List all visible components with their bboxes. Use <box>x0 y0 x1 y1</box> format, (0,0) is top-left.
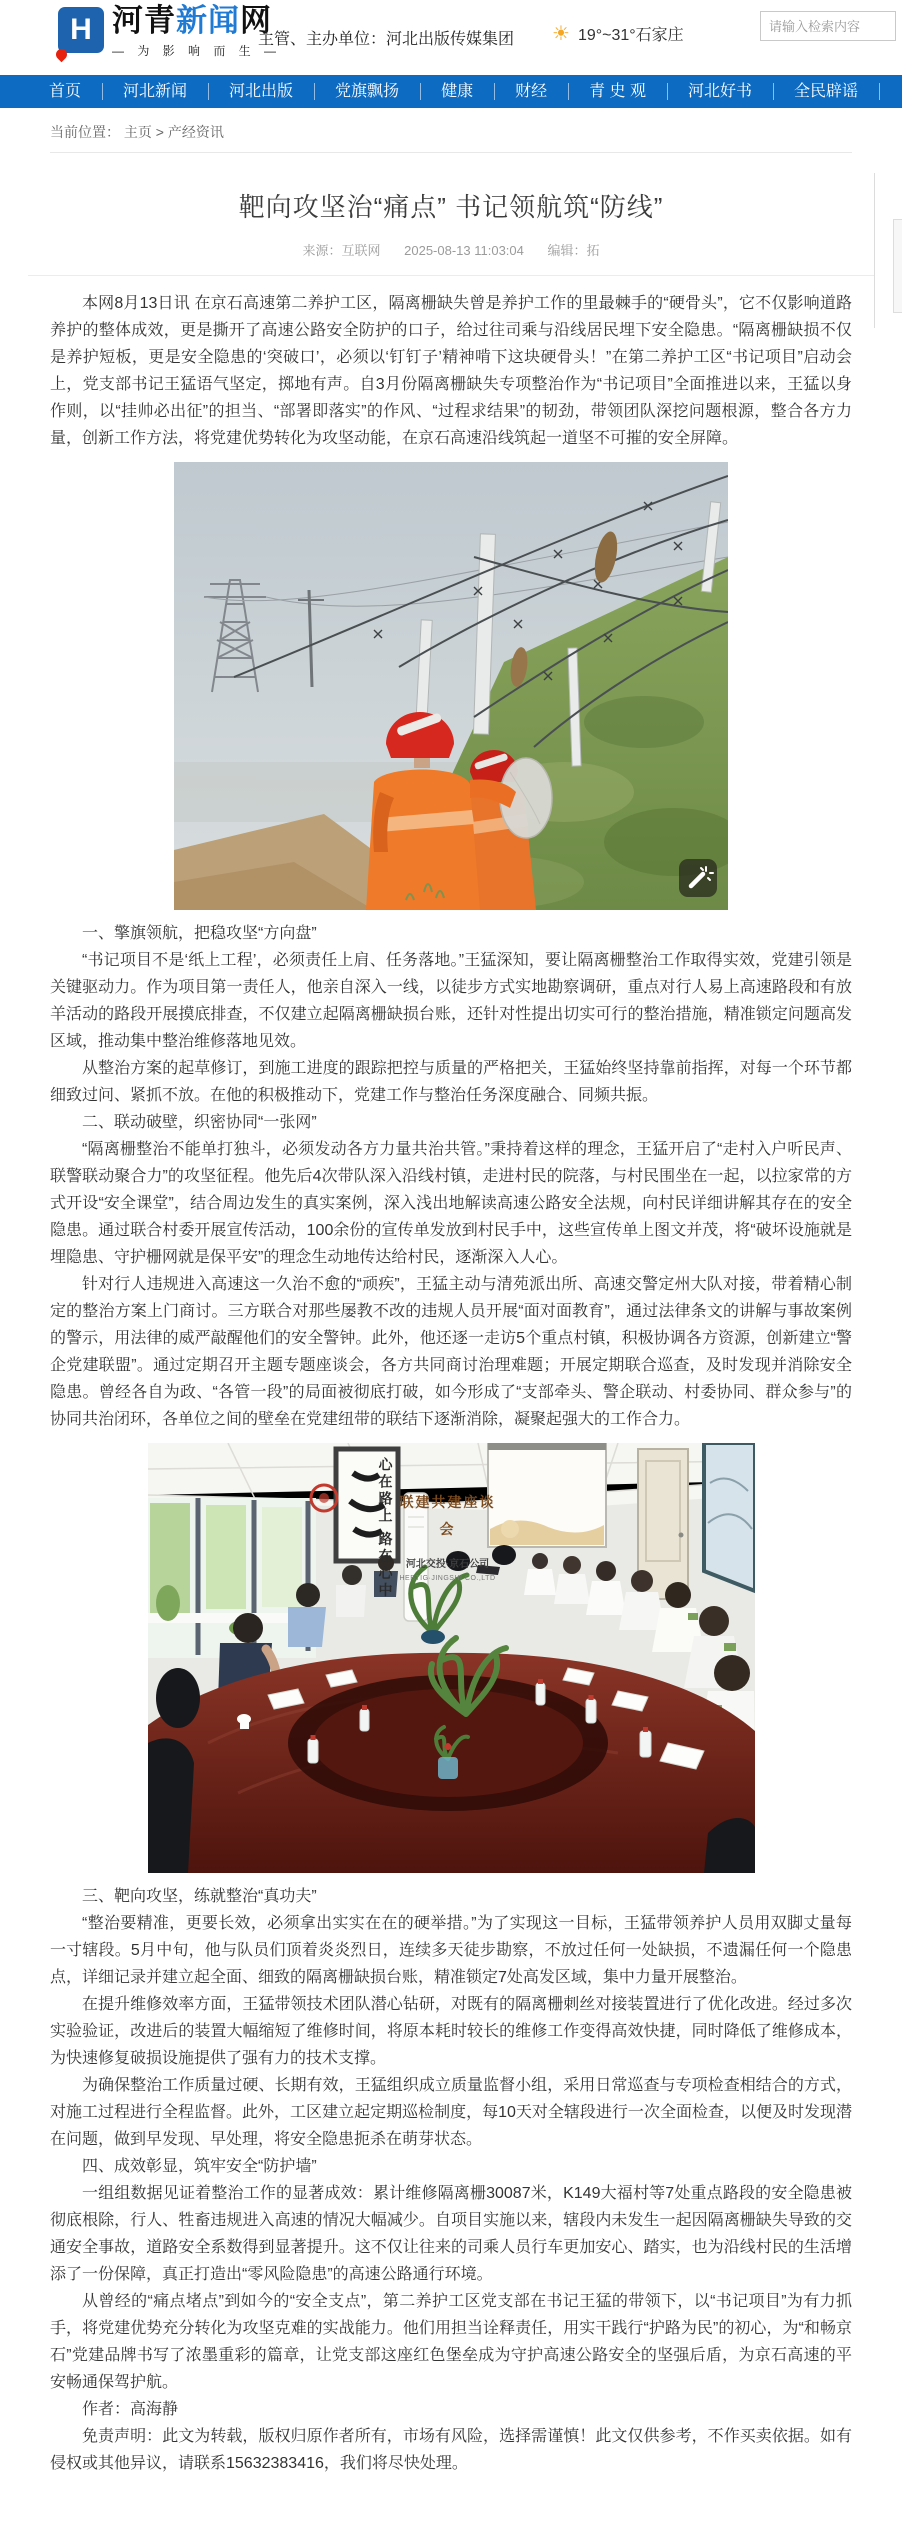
article-meta <box>50 240 852 259</box>
nav-item-party-flag[interactable]: 党旗飘扬 <box>314 75 420 108</box>
nav-item-good-books[interactable]: 河北好书 <box>667 75 773 108</box>
paragraph: “隔离栅整治不能单打独斗，必须发动各方力量共治共管。”秉持着这样的理念，王猛开启了“走村入户听民声、联警联动聚合力”的攻坚征程。他先后4次带队深入沿线村镇，走进村民的院落，与村民围坐在一起，以拉家常的方式开设“安全课堂”，结合周边发生的真实案例，深入浅出地解读高速公路安全法规，向村民详细讲解其存在的安全隐患。通过联合村委开展宣传活动，100余份的宣传单发放到村民手中，这些宣传单上图文并茂，将“破坏设施就是埋隐患、守护栅网就是保平安”的理念生动地传达给村民，逐渐深入人心。 <box>50 1141 852 1266</box>
breadcrumb-category-link[interactable]: 产经资讯 <box>167 124 224 140</box>
fence-repair-illustration <box>174 462 728 910</box>
section-heading-4: 四、成效彰显，筑牢安全“防护墙” <box>82 2158 317 2175</box>
nav-item-health[interactable]: 健康 <box>420 75 494 108</box>
article-body <box>50 290 852 2477</box>
site-name <box>112 4 281 38</box>
wall-company-name-en: HEBTIG·JINGSHI CO.,LTD <box>399 1575 496 1582</box>
article-source: 来源：互联网 <box>302 243 381 258</box>
paragraph: 在提升维修效率方面，王猛带领技术团队潜心钻研，对既有的隔离栅刺丝对接装置进行了优化改进。经过多次实验验证，改进后的装置大幅缩短了维修时间，将原本耗时较长的维修工作变得高效快捷，同时降低了维修成本，为快速修复破损设施提供了强有力的技术支撑。 <box>50 1996 852 2067</box>
wall-company-name: 河北交投·京石公司 <box>405 1559 490 1570</box>
main-nav <box>0 75 902 108</box>
paragraph: 从曾经的“痛点堵点”到如今的“安全支点”，第二养护工区党支部在书记王猛的带领下，以“书记项目”为有力抓手，将党建优势充分转化为攻坚克难的实战能力。他们用担当诠释责任，用实干践行“护路为民”的初心，为“和畅京石”党建品牌书写了浓墨重彩的篇章，让党支部这座红色堡垒成为守护高速公路安全的坚强后盾，为京石高速的平安畅通保驾护航。 <box>50 2293 852 2391</box>
article-editor: 编辑：拓 <box>547 243 600 258</box>
search-box <box>760 11 896 41</box>
site-name-part3: 网 <box>240 3 272 38</box>
article-datetime: 2025-08-13 11:03:04 <box>404 243 524 258</box>
paragraph: “书记项目不是‘纸上工程’，必须责任上肩、任务落地。”王猛深知，要让隔离栅整治工作取得实效，党建引领是关键驱动力。作为项目第一责任人，他亲自深入一线，以徒步方式实地勘察调研，重点对行人易上高速路段和有放羊活动的路段开展摸底排查，不仅建立起隔离栅缺损台账，还针对性提出切实可行的整治措施，精准锁定问题高发区域，推动集中整治维修落地见效。 <box>50 952 852 1050</box>
sponsor-line: 主管、主办单位：河北出版传媒集团 <box>258 31 515 48</box>
site-logo[interactable] <box>58 4 281 59</box>
wall-calligraphy: 心在路上 路在心中 <box>377 1457 394 1600</box>
meta-divider <box>28 275 874 276</box>
section-heading-1: 一、擎旗领航，把稳攻坚“方向盘” <box>82 925 317 942</box>
paragraph: 本网8月13日讯 在京石高速第二养护工区，隔离栅缺失曾是养护工作的里最棘手的“硬骨头”，它不仅影响道路养护的整体成效，更是撕开了高速公路安全防护的口子，给过往司乘与沿线居民埋下安全隐患。“隔离栅缺损不仅是养护短板，更是安全隐患的‘突破口’，必须以‘钉钉子’精神啃下这块硬骨头！”在第二养护工区“书记项目”启动会上，党支部书记王猛语气坚定，掷地有声。自3月份隔离栅缺失专项整治作为“书记项目”全面推进以来，王猛以身作则，以“挂帅必出征”的担当、“部署即落实”的作风、“过程求结果”的韧劲，带领团队深挖问题根源，整合各方力量，创新工作方法，将党建优势转化为攻坚动能，在京石高速沿线筑起一道坚不可摧的安全屏障。 <box>50 295 852 447</box>
article-photo-meeting[interactable] <box>148 1443 755 1873</box>
weather-text: 19°~31°石家庄 <box>577 27 684 44</box>
paragraph: 一组组数据见证着整治工作的显著成效：累计维修隔离栅30087米，K149大福村等7处重点路段的安全隐患被彻底根除，行人、牲畜违规进入高速的情况大幅减少。自项目实施以来，辖段内未发生一起因隔离栅缺失导致的交通安全事故，道路安全系数得到显著提升。这不仅让往来的司乘人员行车更加安心、踏实，也为沿线村民的生活增添了一份保障，真正打造出“零风险隐患”的高速公路通行环境。 <box>50 2185 852 2283</box>
breadcrumb <box>0 108 902 152</box>
article-photo-fence-repair[interactable] <box>174 462 728 910</box>
paragraph: 为确保整治工作质量过硬、长期有效，王猛组织成立质量监督小组，采用日常巡查与专项检查相结合的方式，对施工过程进行全程监督。此外，工区建立起定期巡检制度，每10天对全辖段进行一次全面检查，以便及时发现潜在问题，做到早发现、早处理，将安全隐患扼杀在萌芽状态。 <box>50 2077 852 2148</box>
weather-widget <box>552 22 684 45</box>
site-slogan: — 为 影 响 而 生 — <box>112 44 282 58</box>
side-widget-cutoff[interactable] <box>893 219 902 313</box>
sun-icon: ☀ <box>552 22 570 45</box>
section-heading-3: 三、靶向攻坚，练就整治“真功夫” <box>82 1888 317 1905</box>
author-line: 作者：高海静 <box>82 2401 179 2418</box>
section-heading-2: 二、联动破壁，织密协同“一张网” <box>82 1114 317 1131</box>
breadcrumb-prefix: 当前位置： <box>50 124 120 140</box>
search-input[interactable] <box>760 11 896 41</box>
disclaimer: 免责声明：此文为转载，版权归原作者所有，市场有风险，选择需谨慎！此文仅供参考，不作买卖依据。如有侵权或其他异议，请联系15632383416，我们将尽快处理。 <box>50 2428 852 2472</box>
nav-item-rumor-refute[interactable]: 全民辟谣 <box>773 75 879 108</box>
paragraph: 从整治方案的起草修订，到施工进度的跟踪把控与质量的严格把关，王猛始终坚持靠前指挥，对每一个环节都细致过问、紧抓不放。在他的积极推动下，党建工作与整治任务深度融合、同频共振。 <box>50 1060 852 1104</box>
content-right-divider <box>874 173 875 328</box>
bottom-whitespace <box>0 2477 902 2521</box>
logo-h-icon: H <box>58 7 104 53</box>
nav-item-finance[interactable]: 财经 <box>494 75 568 108</box>
projector-screen-title: 联建共建座谈会 <box>399 1494 496 1537</box>
meeting-room-illustration <box>148 1443 755 1873</box>
site-header <box>0 0 902 75</box>
page-title: 靶向攻坚治“痛点” 书记领航筑“防线” <box>238 192 664 222</box>
nav-item-home[interactable]: 首页 <box>49 83 82 100</box>
nav-item-hebei-news[interactable]: 河北新闻 <box>102 75 208 108</box>
paragraph: 针对行人违规进入高速这一久治不愈的“顽疾”，王猛主动与清苑派出所、高速交警定州大队对接，带着精心制定的整治方案上门商讨。三方联合对那些屡教不改的违规人员开展“面对面教育”，通过法律条文的讲解与事故案例的警示，用法律的威严敲醒他们的安全警钟。此外，他还逐一走访5个重点村镇，积极协调各方资源，创新建立“警企党建联盟”。通过定期召开主题专题座谈会，各方共同商讨治理难题；开展定期联合巡查，及时发现并消除安全隐患。曾经各自为政、“各管一段”的局面被彻底打破，如今形成了“支部牵头、警企联动、村委协同、群众参与”的协同共治闭环，各单位之间的壁垒在党建纽带的联结下逐渐消除，凝聚起强大的工作合力。 <box>50 1276 852 1428</box>
paragraph: “整治要精准，更要长效，必须拿出实实在在的硬举措。”为了实现这一目标，王猛带领养护人员用双脚丈量每一寸辖段。5月中旬，他与队员们顶着炎炎烈日，连续多天徒步勘察，不放过任何一处缺损，不遗漏任何一个隐患点，详细记录并建立起全面、细致的隔离栅缺损台账，精准锁定7处高发区域，集中力量开展整治。 <box>50 1915 852 1986</box>
site-name-part2: 新闻 <box>176 3 240 38</box>
nav-item-hebei-publishing[interactable]: 河北出版 <box>208 75 314 108</box>
breadcrumb-separator: > <box>155 124 164 140</box>
site-name-part1: 河青 <box>112 3 176 38</box>
nav-item-history-view[interactable]: 青 史 观 <box>568 75 667 108</box>
magic-wand-icon[interactable] <box>679 859 717 897</box>
breadcrumb-divider <box>50 152 852 153</box>
article <box>50 187 852 2477</box>
breadcrumb-home-link[interactable]: 主页 <box>123 124 152 140</box>
